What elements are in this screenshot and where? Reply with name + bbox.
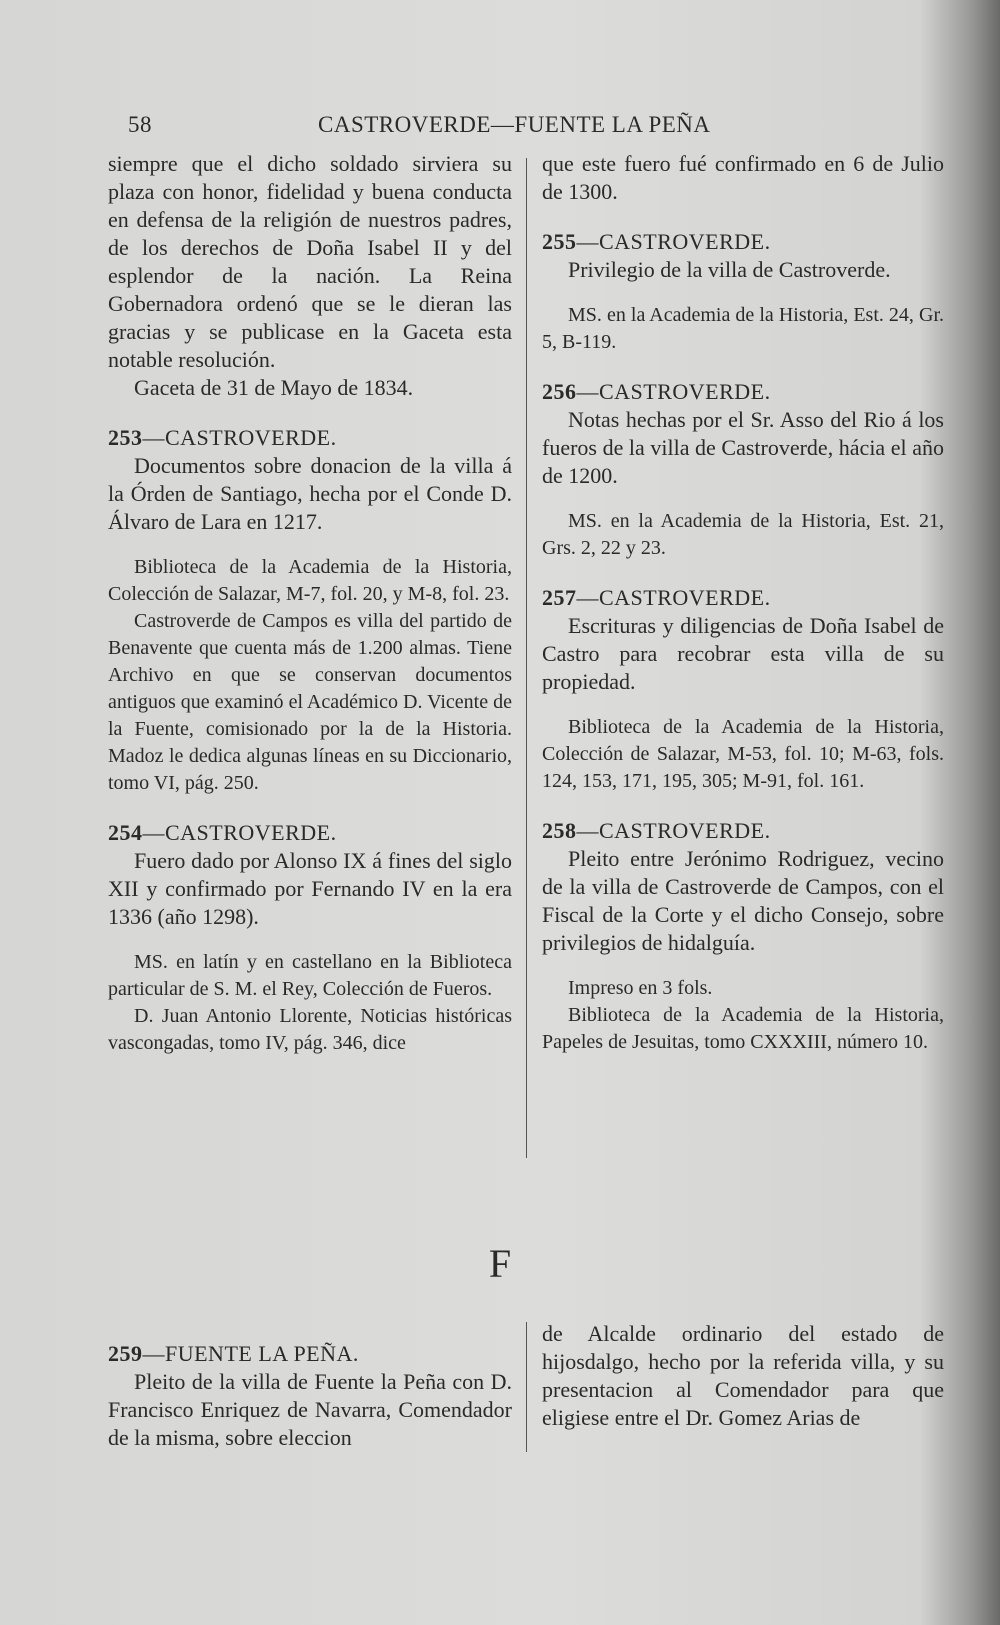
- page-number: 58: [128, 112, 152, 137]
- entry-source: Biblioteca de la Academia de la Historia, Colección de Salazar, M-7, fol. 20, y M-8, fol. 23.: [108, 556, 512, 605]
- bottom-left-column: [108, 1318, 512, 1452]
- entry-note: Castroverde de Campos es villa del partido de Benavente que cuenta más de 1.200 almas. Tiene Archivo en que se conservan documentos antiguos que examinó el Académico D. Vicente de la Fuente, comisionado por la de la Historia. Madoz le dedica algunas líneas en su Diccionario, tomo VI, pág. 250.: [108, 610, 512, 794]
- entry-heading-255: [542, 228, 944, 256]
- entry-body: Pleito de la villa de Fuente la Peña con D. Francisco Enriquez de Navarra, Comendador de la misma, sobre eleccion: [108, 1369, 512, 1450]
- entry-body: Escrituras y diligencias de Doña Isabel de Castro para recobrar esta villa de su propiedad.: [542, 613, 944, 694]
- entry-heading-258: [542, 817, 944, 845]
- entry-heading-259: [108, 1340, 512, 1368]
- column-rule: [526, 158, 527, 1158]
- entry-title: —CASTROVERDE.: [142, 425, 337, 450]
- paragraph: siempre que el dicho soldado sirviera su plaza con honor, fidelidad y buena conducta en defensa de la religión de nuestros padres, de los derechos de Doña Isabel II y del esplendor de la nación. La Reina Gobernadora ordenó que se le dieran las gracias y se publicase en la Gaceta esta notable resolución.: [108, 151, 512, 372]
- running-title: CASTROVERDE—FUENTE LA PEÑA: [318, 112, 711, 137]
- entry-source: Impreso en 3 fols.: [568, 977, 713, 999]
- entry-number: 254: [108, 820, 143, 845]
- entry-body: Privilegio de la villa de Castroverde.: [568, 257, 891, 282]
- entry-heading-256: [542, 378, 944, 406]
- section-letter: F: [488, 1241, 512, 1286]
- entry-source: Biblioteca de la Academia de la Historia, Papeles de Jesuitas, tomo CXXXIII, número 10.: [542, 1004, 944, 1053]
- entry-number: 257: [542, 585, 577, 610]
- citation: Gaceta de 31 de Mayo de 1834.: [134, 375, 414, 400]
- column-rule: [526, 1322, 527, 1452]
- entry-number: 258: [542, 818, 577, 843]
- entry-number: 255: [542, 229, 577, 254]
- left-column: [108, 150, 512, 1057]
- entry-note: D. Juan Antonio Llorente, Noticias históricas vascongadas, tomo IV, pág. 346, dice: [108, 1005, 512, 1054]
- entry-title: —CASTROVERDE.: [576, 229, 771, 254]
- entry-title: —CASTROVERDE.: [576, 379, 771, 404]
- entry-body: Documentos sobre donacion de la villa á la Órden de Santiago, hecha por el Conde D. Álvaro de Lara en 1217.: [108, 453, 512, 534]
- entry-number: 256: [542, 379, 577, 404]
- entry-body: Notas hechas por el Sr. Asso del Rio á los fueros de la villa de Castroverde, hácia el año de 1200.: [542, 407, 944, 488]
- entry-title: —CASTROVERDE.: [576, 585, 771, 610]
- entry-source: MS. en latín y en castellano en la Biblioteca particular de S. M. el Rey, Colección de Fueros.: [108, 951, 512, 1000]
- entry-source: MS. en la Academia de la Historia, Est. 21, Grs. 2, 22 y 23.: [542, 510, 944, 559]
- entry-body: Fuero dado por Alonso IX á fines del siglo XII y confirmado por Fernando IV en la era 1336 (año 1298).: [108, 848, 512, 929]
- entry-title: —CASTROVERDE.: [142, 820, 337, 845]
- paragraph: que este fuero fué confirmado en 6 de Julio de 1300.: [542, 151, 944, 204]
- entry-heading-257: [542, 584, 944, 612]
- bottom-right-column: [542, 1320, 944, 1432]
- entry-heading-253: [108, 424, 512, 452]
- entry-source: MS. en la Academia de la Historia, Est. 24, Gr. 5, B-119.: [542, 304, 944, 353]
- entry-number: 259: [108, 1341, 143, 1366]
- entry-number: 253: [108, 425, 143, 450]
- entry-body: Pleito entre Jerónimo Rodriguez, vecino de la villa de Castroverde de Campos, con el Fiscal de la Corte y el dicho Consejo, sobre privilegios de hidalguía.: [542, 846, 944, 955]
- entry-title: —CASTROVERDE.: [576, 818, 771, 843]
- entry-title: —FUENTE LA PEÑA.: [142, 1341, 359, 1366]
- right-column: [542, 150, 944, 1056]
- entry-source: Biblioteca de la Academia de la Historia, Colección de Salazar, M-53, fol. 10; M-63, fols. 124, 153, 171, 195, 305; M-91, fol. 161.: [542, 716, 944, 792]
- entry-heading-254: [108, 819, 512, 847]
- entry-body-continued: de Alcalde ordinario del estado de hijosdalgo, hecho por la referida villa, y su presentacion al Comendador para que eligiese entre el Dr. Gomez Arias de: [542, 1321, 944, 1430]
